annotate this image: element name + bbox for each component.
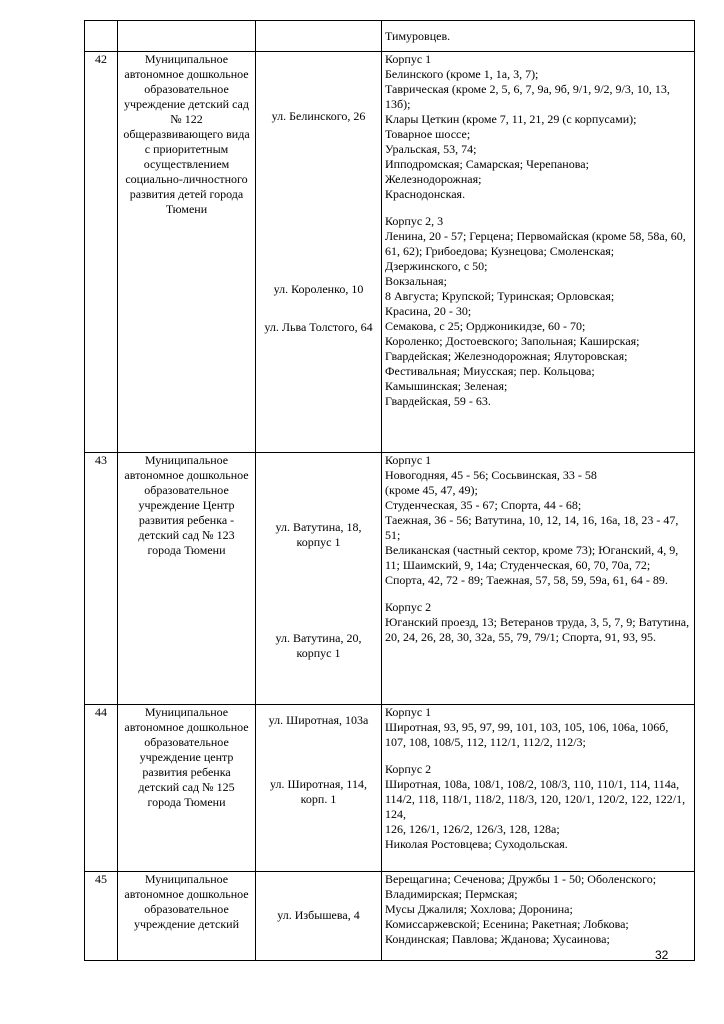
street-line: Великанская (частный сектор, кроме 73); Юганский, 4, 9, 11; Шаимский, 9, 14а; Студенческая, 60, 70, 70а, 72; Спорта, 42, 72 - 89; Таежная, 57, 58, 59, 59а, 61, 64 - 89. [385,543,679,587]
street-block [385,214,691,409]
table-row [85,705,695,872]
street-block [385,762,691,852]
address-cell [256,453,382,705]
street-block [385,52,691,202]
row-number [85,21,118,52]
block-spacer [385,202,691,214]
street-line: Юганский проезд, 13; Ветеранов труда, 3, 5, 7, 9; Ватутина, 20, 24, 26, 28, 30, 32а, 55, 79, 79/1; Спорта, 91, 93, 95. [385,615,690,644]
address-cell [256,705,382,872]
institution-name [118,21,256,52]
streets-cell [382,705,695,872]
building-heading: Корпус 1 [385,52,432,66]
table-row [85,52,695,453]
table-row [85,21,695,52]
institution-name: Муниципальное автономное дошкольное образовательное учреждение Центр развития ребенка - детский сад № 123 города Тюмени [118,453,256,705]
street-line: Таежная, 36 - 56; Ватутина, 10, 12, 14, 16, 16а, 18, 23 - 47, 51; [385,513,679,542]
street-line: Вокзальная; [385,274,447,288]
street-line: Владимирская; Пермская; [385,887,518,901]
streets-cell [382,872,695,961]
building-heading: Корпус 1 [385,453,432,467]
building-heading: Корпус 2 [385,762,432,776]
address-item: ул. Избышева, 4 [277,908,360,922]
address-item: ул. Широтная, 114, корп. 1 [270,777,367,806]
block-spacer [385,588,691,600]
street-line: Белинского (кроме 1, 1а, 3, 7); [385,67,539,81]
street-line: Короленко; Достоевского; Запольная; Каширская; [385,334,640,348]
street-line: Широтная, 108а, 108/1, 108/2, 108/3, 110, 110/1, 114, 114а, 114/2, 118, 118/1, 118/2, 118/3, 120, 120/1, 120/2, 122, 122/1, 124, [385,777,686,821]
street-line: Дзержинского, с 50; [385,259,488,273]
address-item: ул. Короленко, 10 [273,282,364,296]
street-line: Клары Цеткин (кроме 7, 11, 21, 29 (с корпусами); [385,112,637,126]
street-line: Краснодонская. [385,187,466,201]
row-number: 43 [85,453,118,705]
street-line: Семакова, с 25; Орджоникидзе, 60 - 70; [385,319,586,333]
row-number: 44 [85,705,118,872]
row-number: 42 [85,52,118,453]
street-line: Мусы Джалиля; Хохлова; Доронина; [385,902,573,916]
address-cell [256,872,382,961]
address-item: ул. Ватутина, 18, корпус 1 [275,520,362,549]
street-line: Гвардейская, 59 - 63. [385,394,491,408]
building-heading: Корпус 2, 3 [385,214,444,228]
address-item: ул. Льва Толстого, 64 [264,320,373,334]
street-line: Уральская, 53, 74; [385,142,477,156]
table-row [85,453,695,705]
street-line: Новогодняя, 45 - 56; Сосьвинская, 33 - 58 [385,468,597,482]
street-line: Товарное шоссе; [385,127,471,141]
address-cell [256,52,382,453]
street-line: Гвардейская; Железнодорожная; Ялуторовская; [385,349,628,363]
street-line: (кроме 45, 47, 49); [385,483,478,497]
row-number: 45 [85,872,118,961]
block-spacer [385,750,691,762]
street-line: Фестивальная; Миусская; пер. Кольцова; [385,364,595,378]
street-line: Студенческая, 35 - 67; Спорта, 44 - 68; [385,498,582,512]
street-line: 8 Августа; Крупской; Туринская; Орловская; [385,289,615,303]
building-heading: Корпус 1 [385,705,432,719]
street-block [385,872,691,947]
address-item: ул. Белинского, 26 [271,109,366,123]
street-line: Камышинская; Зеленая; [385,379,508,393]
kindergarten-table [84,20,695,961]
street-block [385,29,691,44]
streets-cell [382,21,695,52]
address-item: ул. Широтная, 103а [268,713,369,727]
street-block [385,705,691,750]
streets-cell [382,52,695,453]
street-line: Железнодорожная; [385,172,482,186]
street-line: 126, 126/1, 126/2, 126/3, 128, 128а; [385,822,560,836]
street-block [385,453,691,588]
table-row [85,872,695,961]
institution-name: Муниципальное автономное дошкольное образовательное учреждение центр развития ребенка детский сад № 125 города Тюмени [118,705,256,872]
street-line: Таврическая (кроме 2, 5, 6, 7, 9а, 9б, 9/1, 9/2, 9/3, 10, 13, 13б); [385,82,670,111]
institution-name: Муниципальное автономное дошкольное образовательное учреждение детский сад № 122 общеразвивающего вида с приоритетным осуществлением социально-личностного развития детей города Тюмени [118,52,256,453]
street-line: Красина, 20 - 30; [385,304,472,318]
address-item: ул. Ватутина, 20, корпус 1 [275,631,362,660]
street-line: Тимуровцев. [385,28,451,43]
street-line: Широтная, 93, 95, 97, 99, 101, 103, 105, 106, 106а, 106б, 107, 108, 108/5, 112, 112/1, 112/2, 112/3; [385,720,669,749]
street-line: Комиссаржевской; Есенина; Ракетная; Лобкова; [385,917,629,931]
address-cell [256,21,382,52]
institution-name: Муниципальное автономное дошкольное образовательное учреждение детский [118,872,256,961]
street-line: Верещагина; Сеченова; Дружбы 1 - 50; Оболенского; [385,872,657,886]
street-line: Николая Ростовцева; Суходольская. [385,837,568,851]
street-line: Кондинская; Павлова; Жданова; Хусаинова; [385,932,610,946]
building-heading: Корпус 2 [385,600,432,614]
street-line: Ленина, 20 - 57; Герцена; Первомайская (кроме 58, 58а, 60, 61, 62); Грибоедова; Кузнецова; Смоленская; [385,229,686,258]
page-number: 32 [655,948,669,962]
street-line: Ипподромская; Самарская; Черепанова; [385,157,589,171]
streets-cell [382,453,695,705]
street-block [385,600,691,645]
